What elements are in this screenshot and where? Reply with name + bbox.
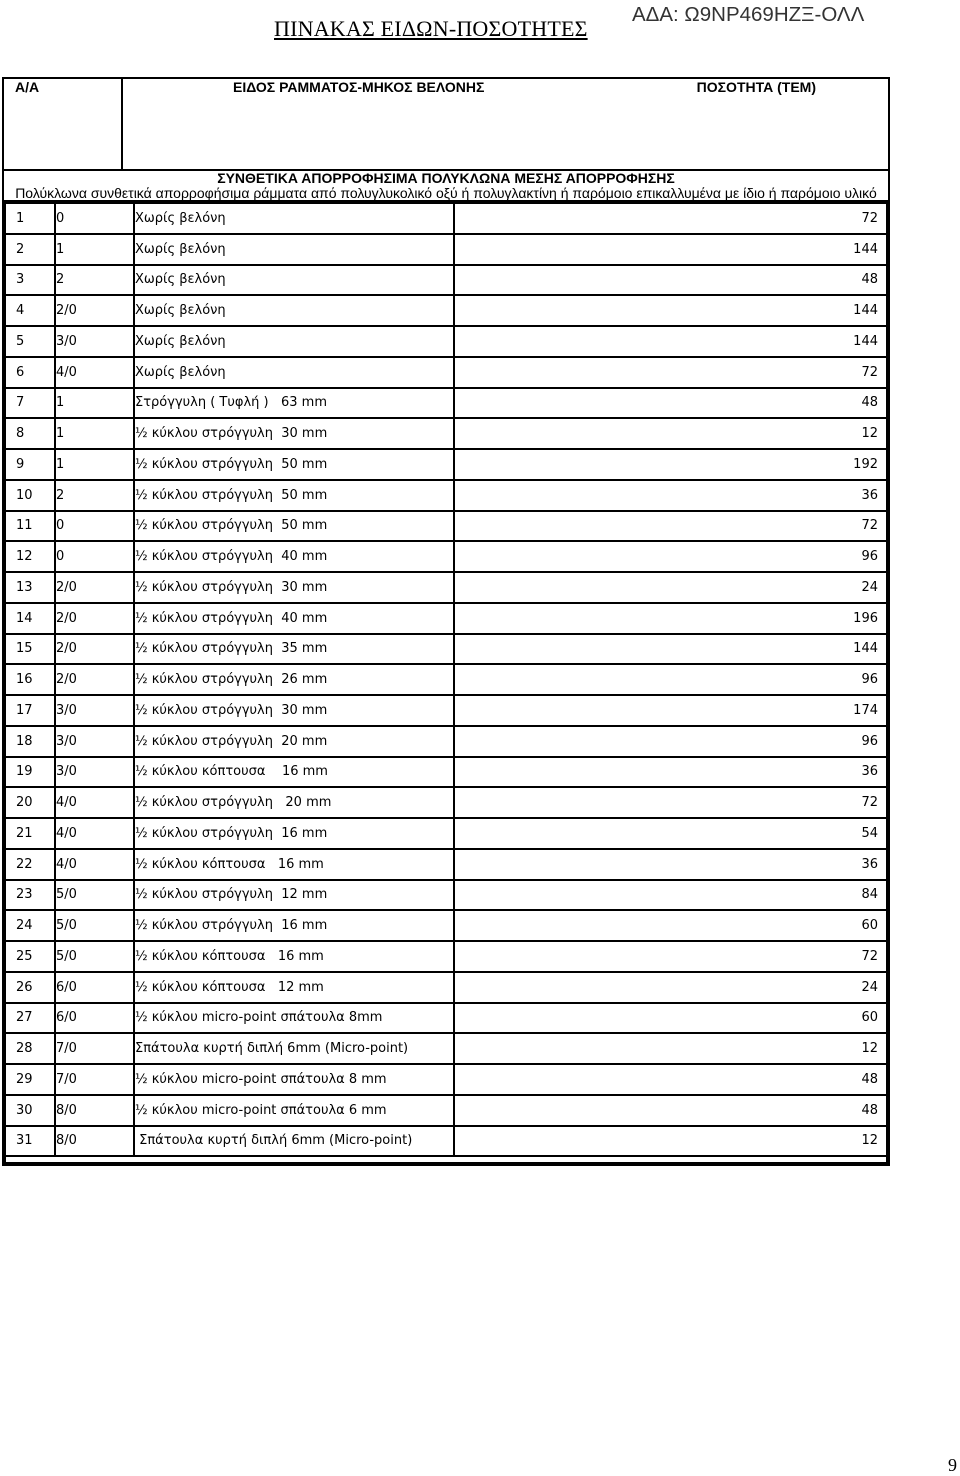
table-row xyxy=(5,203,887,234)
row-description: Στρόγγυλη ( Τυφλή ) 63 mm xyxy=(134,388,454,419)
row-description: Χωρίς βελόνη xyxy=(134,265,454,296)
row-description: Χωρίς βελόνη xyxy=(134,203,454,234)
row-size: 1 xyxy=(55,418,134,449)
row-quantity: 72 xyxy=(454,787,887,818)
row-description: Σπάτουλα κυρτή διπλή 6mm (Micro-point) xyxy=(134,1126,454,1157)
table-row xyxy=(5,787,887,818)
row-quantity: 72 xyxy=(454,941,887,972)
row-quantity: 72 xyxy=(454,357,887,388)
row-quantity: 48 xyxy=(454,1095,887,1126)
row-description: ½ κύκλου στρόγγυλη 30 mm xyxy=(134,695,454,726)
row-number: 20 xyxy=(5,787,55,818)
row-quantity: 96 xyxy=(454,541,887,572)
row-number: 27 xyxy=(5,1003,55,1034)
row-number: 29 xyxy=(5,1064,55,1095)
row-size: 0 xyxy=(55,203,134,234)
row-quantity: 36 xyxy=(454,757,887,788)
row-quantity: 48 xyxy=(454,388,887,419)
table-header-row xyxy=(3,78,889,170)
ada-code: ΑΔΑ: Ω9ΝΡ469ΗΖΞ-ΟΛΛ xyxy=(632,3,865,26)
row-number: 23 xyxy=(5,880,55,911)
row-quantity: 36 xyxy=(454,849,887,880)
row-description: ½ κύκλου micro-point σπάτουλα 8mm xyxy=(134,1003,454,1034)
table-row xyxy=(5,1064,887,1095)
row-size: 0 xyxy=(55,511,134,542)
items-list xyxy=(4,202,888,1164)
row-size: 6/0 xyxy=(55,972,134,1003)
row-quantity: 96 xyxy=(454,664,887,695)
row-number: 18 xyxy=(5,726,55,757)
row-number: 31 xyxy=(5,1126,55,1157)
row-description: ½ κύκλου κόπτουσα 16 mm xyxy=(134,757,454,788)
page-number: 9 xyxy=(948,1455,957,1475)
row-number: 15 xyxy=(5,634,55,665)
row-number: 3 xyxy=(5,265,55,296)
row-size: 5/0 xyxy=(55,910,134,941)
table-row xyxy=(5,972,887,1003)
row-number: 6 xyxy=(5,357,55,388)
section-title: ΣΥΝΘΕΤΙΚΑ ΑΠΟΡΡΟΦΗΣΙΜΑ ΠΟΛΥΚΛΩΝΑ ΜΕΣΗΣ ΑΠΟΡΡΟΦΗΣΗΣ xyxy=(217,170,675,186)
row-description: ½ κύκλου micro-point σπάτουλα 6 mm xyxy=(134,1095,454,1126)
row-size: 1 xyxy=(55,449,134,480)
row-size: 2/0 xyxy=(55,634,134,665)
table-row xyxy=(5,265,887,296)
row-quantity: 84 xyxy=(454,880,887,911)
row-quantity: 48 xyxy=(454,265,887,296)
row-quantity: 54 xyxy=(454,818,887,849)
row-description: ½ κύκλου στρόγγυλη 35 mm xyxy=(134,634,454,665)
row-description: ½ κύκλου στρόγγυλη 30 mm xyxy=(134,572,454,603)
items-table xyxy=(2,77,890,1166)
table-row xyxy=(5,818,887,849)
table-row xyxy=(5,1126,887,1157)
row-quantity: 144 xyxy=(454,634,887,665)
section-row xyxy=(3,170,889,201)
row-number: 17 xyxy=(5,695,55,726)
row-description: ½ κύκλου στρόγγυλη 16 mm xyxy=(134,818,454,849)
header-aa: Α/Α xyxy=(3,78,122,170)
table-row xyxy=(5,695,887,726)
table-row xyxy=(5,634,887,665)
row-description: ½ κύκλου στρόγγυλη 50 mm xyxy=(134,449,454,480)
row-quantity: 60 xyxy=(454,910,887,941)
row-size: 8/0 xyxy=(55,1126,134,1157)
row-quantity: 192 xyxy=(454,449,887,480)
row-size: 2/0 xyxy=(55,572,134,603)
row-size: 2/0 xyxy=(55,603,134,634)
row-description: ½ κύκλου στρόγγυλη 20 mm xyxy=(134,726,454,757)
row-size: 0 xyxy=(55,541,134,572)
table-row xyxy=(5,295,887,326)
row-description: ½ κύκλου στρόγγυλη 16 mm xyxy=(134,910,454,941)
row-number: 22 xyxy=(5,849,55,880)
table-row xyxy=(5,910,887,941)
table-row xyxy=(5,357,887,388)
row-quantity: 72 xyxy=(454,511,887,542)
table-row xyxy=(5,418,887,449)
row-size: 5/0 xyxy=(55,880,134,911)
table-row xyxy=(5,234,887,265)
row-number: 28 xyxy=(5,1033,55,1064)
row-quantity: 12 xyxy=(454,418,887,449)
row-quantity: 12 xyxy=(454,1126,887,1157)
row-number: 25 xyxy=(5,941,55,972)
row-number: 8 xyxy=(5,418,55,449)
row-number: 11 xyxy=(5,511,55,542)
row-description: ½ κύκλου στρόγγυλη 40 mm xyxy=(134,541,454,572)
row-description: ½ κύκλου στρόγγυλη 50 mm xyxy=(134,511,454,542)
row-number: 9 xyxy=(5,449,55,480)
table-row xyxy=(5,511,887,542)
row-size: 2 xyxy=(55,480,134,511)
row-number: 14 xyxy=(5,603,55,634)
row-description: ½ κύκλου στρόγγυλη 40 mm xyxy=(134,603,454,634)
row-description: Χωρίς βελόνη xyxy=(134,326,454,357)
row-size: 2/0 xyxy=(55,664,134,695)
row-number: 13 xyxy=(5,572,55,603)
row-number: 5 xyxy=(5,326,55,357)
row-size: 7/0 xyxy=(55,1064,134,1095)
table-row xyxy=(5,664,887,695)
header-quantity: ΠΟΣΟΤΗΤΑ (ΤΕΜ) xyxy=(696,79,816,95)
row-description: ½ κύκλου στρόγγυλη 20 mm xyxy=(134,787,454,818)
section-cell xyxy=(3,170,889,201)
section-description: Πολύκλωνα συνθετικά απορροφήσιμα ράμματα από πολυγλυκολικό οξύ ή πολυγλακτίνη ή παρόμοιο επικαλλυμένα με ίδιο ή παρόμοιο υλικό xyxy=(15,184,877,201)
table-row xyxy=(5,572,887,603)
row-quantity: 144 xyxy=(454,295,887,326)
row-quantity: 24 xyxy=(454,972,887,1003)
row-description: ½ κύκλου στρόγγυλη 12 mm xyxy=(134,880,454,911)
row-quantity: 48 xyxy=(454,1064,887,1095)
table-row xyxy=(5,1033,887,1064)
table-row xyxy=(5,541,887,572)
row-size: 6/0 xyxy=(55,1003,134,1034)
row-size: 4/0 xyxy=(55,357,134,388)
row-number: 10 xyxy=(5,480,55,511)
row-size: 1 xyxy=(55,234,134,265)
table-row xyxy=(5,849,887,880)
row-number: 2 xyxy=(5,234,55,265)
row-size: 8/0 xyxy=(55,1095,134,1126)
row-quantity: 60 xyxy=(454,1003,887,1034)
row-description: ½ κύκλου στρόγγυλη 50 mm xyxy=(134,480,454,511)
row-number: 4 xyxy=(5,295,55,326)
row-quantity: 196 xyxy=(454,603,887,634)
row-description: Χωρίς βελόνη xyxy=(134,295,454,326)
row-size: 2 xyxy=(55,265,134,296)
header-item-and-quantity xyxy=(122,78,889,170)
items-body-row xyxy=(3,201,889,1165)
row-size: 7/0 xyxy=(55,1033,134,1064)
row-size: 5/0 xyxy=(55,941,134,972)
row-size: 1 xyxy=(55,388,134,419)
table-row xyxy=(5,603,887,634)
page-title: ΠΙΝΑΚΑΣ ΕΙΔΩΝ-ΠΟΣΟΤΗΤΕΣ xyxy=(274,16,588,41)
table-row xyxy=(5,480,887,511)
table-row xyxy=(5,941,887,972)
items-list-body xyxy=(5,203,887,1156)
row-quantity: 36 xyxy=(454,480,887,511)
row-size: 2/0 xyxy=(55,295,134,326)
row-size: 3/0 xyxy=(55,695,134,726)
row-number: 1 xyxy=(5,203,55,234)
row-description: ½ κύκλου κόπτουσα 16 mm xyxy=(134,941,454,972)
row-quantity: 96 xyxy=(454,726,887,757)
row-quantity: 174 xyxy=(454,695,887,726)
row-size: 3/0 xyxy=(55,757,134,788)
row-number: 12 xyxy=(5,541,55,572)
row-description: Σπάτουλα κυρτή διπλή 6mm (Micro-point) xyxy=(134,1033,454,1064)
row-description: ½ κύκλου στρόγγυλη 26 mm xyxy=(134,664,454,695)
row-size: 4/0 xyxy=(55,787,134,818)
row-number: 19 xyxy=(5,757,55,788)
table-row xyxy=(5,1095,887,1126)
row-size: 3/0 xyxy=(55,326,134,357)
header-item: ΕΙΔΟΣ ΡΑΜΜΑΤΟΣ-ΜΗΚΟΣ ΒΕΛΟΝΗΣ xyxy=(233,79,485,95)
row-description: ½ κύκλου στρόγγυλη 30 mm xyxy=(134,418,454,449)
row-number: 16 xyxy=(5,664,55,695)
row-description: Χωρίς βελόνη xyxy=(134,357,454,388)
row-description: Χωρίς βελόνη xyxy=(134,234,454,265)
row-description: ½ κύκλου micro-point σπάτουλα 8 mm xyxy=(134,1064,454,1095)
row-number: 26 xyxy=(5,972,55,1003)
row-description: ½ κύκλου κόπτουσα 12 mm xyxy=(134,972,454,1003)
row-quantity: 144 xyxy=(454,326,887,357)
table-row xyxy=(5,1003,887,1034)
row-quantity: 144 xyxy=(454,234,887,265)
row-number: 24 xyxy=(5,910,55,941)
table-row xyxy=(5,388,887,419)
row-description: ½ κύκλου κόπτουσα 16 mm xyxy=(134,849,454,880)
table-row xyxy=(5,449,887,480)
row-size: 3/0 xyxy=(55,726,134,757)
row-number: 30 xyxy=(5,1095,55,1126)
row-quantity: 24 xyxy=(454,572,887,603)
table-row xyxy=(5,726,887,757)
table-row xyxy=(5,880,887,911)
row-number: 7 xyxy=(5,388,55,419)
row-number: 21 xyxy=(5,818,55,849)
table-row xyxy=(5,757,887,788)
row-size: 4/0 xyxy=(55,849,134,880)
items-body-cell xyxy=(3,201,889,1165)
table-row xyxy=(5,326,887,357)
row-quantity: 72 xyxy=(454,203,887,234)
row-size: 4/0 xyxy=(55,818,134,849)
row-quantity: 12 xyxy=(454,1033,887,1064)
